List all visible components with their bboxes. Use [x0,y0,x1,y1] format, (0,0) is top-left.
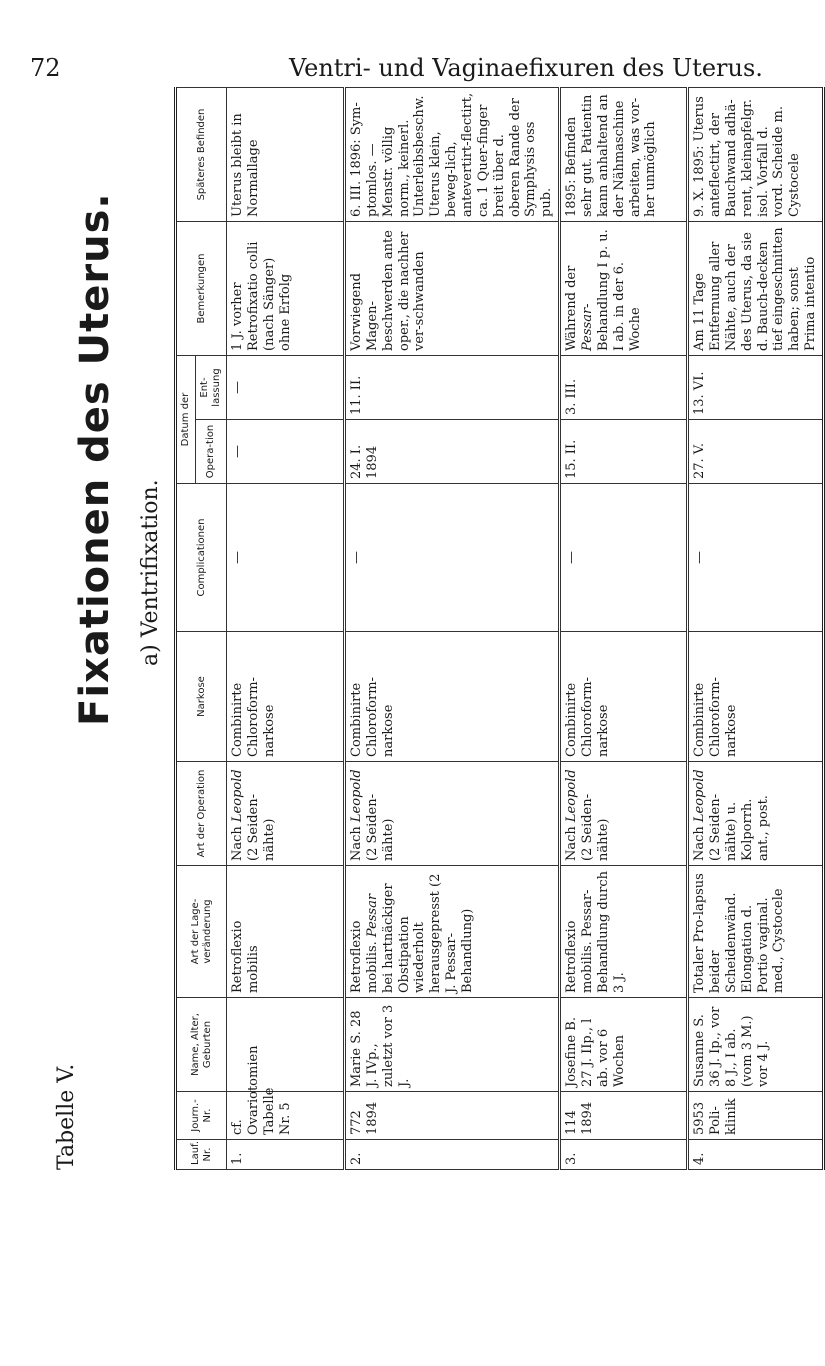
header-operation: Art der Operation [176,762,227,866]
table-row [688,88,824,1170]
journal-number: 772 1894 [345,1092,560,1140]
header-bemerkungen: Bemerkungen [176,222,227,356]
operation-date: — [227,420,345,484]
patient-name [227,998,345,1092]
remarks-cell [560,222,688,356]
discharge-date: 11. II. [345,356,560,420]
operation-post: (2 Seiden-nähte) [580,793,611,861]
discharge-date: 13. VI. [688,356,824,420]
operation-date: 27. V. [688,420,824,484]
discharge-date: 3. III. [560,356,688,420]
table-row [227,88,345,1170]
lage-cell: Retroflexio mobilis. Pessar-Behandlung durch 3 J. [560,866,688,998]
header-befinden: Späteres Befinden [176,88,227,222]
operation-date: 24. I. 1894 [345,420,560,484]
operation-post: (2 Seiden-nähte) [245,793,277,861]
patient-name: Susanne S. 36 J. Ip., vor 8 J., I ab. (vom 3 M.) vor 4 J. [688,998,824,1092]
lage-pessar: Pessar [364,893,380,938]
page-title: Fixationen des Uterus. [72,192,118,726]
operation-pre: Nach [349,826,364,861]
operation-post: (2 Seiden-nähte) u. Kolporrh. ant., post. [708,793,771,861]
operation-surgeon: Leopold [692,769,708,823]
row-number: 4. [688,1140,824,1170]
complications-cell: — [560,484,688,632]
header-narkose: Narkose [176,632,227,762]
table-row [345,88,560,1170]
narkose-cell: Combinirte Chloroform-narkose [345,632,560,762]
operation-cell [560,762,688,866]
later-condition-cell: 1895: Befinden sehr gut. Patientin kann anhaltend an der Nähmaschine arbeiten, was vor-her unmöglich [560,88,688,222]
table-row [560,88,688,1170]
operation-cell [688,762,824,866]
operation-cell [227,762,345,866]
narkose-cell: Combinirte Chloroform-narkose [560,632,688,762]
running-head: Ventri- und Vaginaefixuren des Uterus. [289,54,763,82]
complications-cell: — [345,484,560,632]
narkose-cell: Combinirte Chloroform-narkose [227,632,345,762]
journal-number: cf. Ovariotomien Tabelle Nr. 5 [227,1092,345,1140]
page-number: 72 [30,54,61,82]
discharge-date: — [227,356,345,420]
lage-post: bei hartnäckiger Obstipation wiederholt herausgepresst (2 J. Pessar-Behandlung) [380,873,476,993]
complications-cell: — [227,484,345,632]
operation-cell [345,762,560,866]
header-complicationen: Complicationen [176,484,227,632]
fixation-table [174,87,825,1170]
lage-cell: Totaler Pro-lapsus beider Scheidenwänd. Elongation d. Portio vaginal. med., Cystocele [688,866,824,998]
remarks-pre: Während der [564,265,580,351]
header-journal-nr: Journ.-Nr. [176,1092,227,1140]
remarks-pessar: Pessar- [580,303,596,351]
remarks-cell: Am 11 Tage Entfernung aller Nähte, auch der des Uterus, da sie d. Bauch-decken tief eingeschnitten haben; sonst Prima intentio [688,222,824,356]
table-label: Tabelle V. [54,1063,79,1170]
operation-pre: Nach [564,826,580,861]
lage-cell: Retroflexio mobilis [227,866,345,998]
section-subtitle: a) Ventrifixation. [138,479,163,666]
operation-post: (2 Seiden-nähte) [364,793,396,861]
lage-cell [345,866,560,998]
row-number: 1. [227,1140,345,1170]
operation-surgeon: Leopold [564,769,580,823]
header-lage: Art der Lage-veränderung [176,866,227,998]
narkose-cell: Combinirte Chloroform-narkose [688,632,824,762]
journal-number: 114 1894 [560,1092,688,1140]
remarks-post: Behandlung I p. u. I ab. in der 6. Woche [595,229,643,351]
lage-pre: Retroflexio mobilis. [349,920,380,993]
operation-pre: Nach [230,826,245,861]
later-condition-cell: 6. III. 1896: Sym-ptomlos. — Menstr. völlig norm., keinerl. Unterleibsbeschw. Uterus klein, beweg-lich, antevertirt-flectirt, ca. 1 Quer-finger breit über d. oberen Rande der Symphysis oss pub. [345,88,560,222]
operation-pre: Nach [692,826,708,861]
operation-surgeon: Leopold [230,769,245,823]
header-datum: Datum der [176,356,196,484]
later-condition-cell: 9. X. 1895: Uterus anteflectirt, der Bauchwand adhä-rent, kleinapfelgr. isol. Vorfall d. vord. Scheide m. Cystocele [688,88,824,222]
header-name: Name, Alter, Geburten [176,998,227,1092]
later-condition-cell: Uterus bleibt in Normallage [227,88,345,222]
complications-cell: — [688,484,824,632]
operation-surgeon: Leopold [349,769,364,823]
header-lfd-nr: Lauf. Nr. [176,1140,227,1170]
operation-date: 15. II. [560,420,688,484]
row-number: 3. [560,1140,688,1170]
patient-name: Josefine B. 27 J. IIp., l ab. vor 6 Wochen [560,998,688,1092]
header-operation-date: Opera-tion [196,420,227,484]
header-entlassung: Ent-lassung [196,356,227,420]
remarks-cell: 1 J. vorher Retrofixatio colli (nach Sänger) ohne Erfolg [227,222,345,356]
journal-number: 5953 Poli-klinik [688,1092,824,1140]
row-number: 2. [345,1140,560,1170]
remarks-cell: Vorwiegend Magen-beschwerden ante oper., die nachher ver-schwanden [345,222,560,356]
patient-name: Marie S. 28 J. IVp., zuletzt vor 3 J. [345,998,560,1092]
